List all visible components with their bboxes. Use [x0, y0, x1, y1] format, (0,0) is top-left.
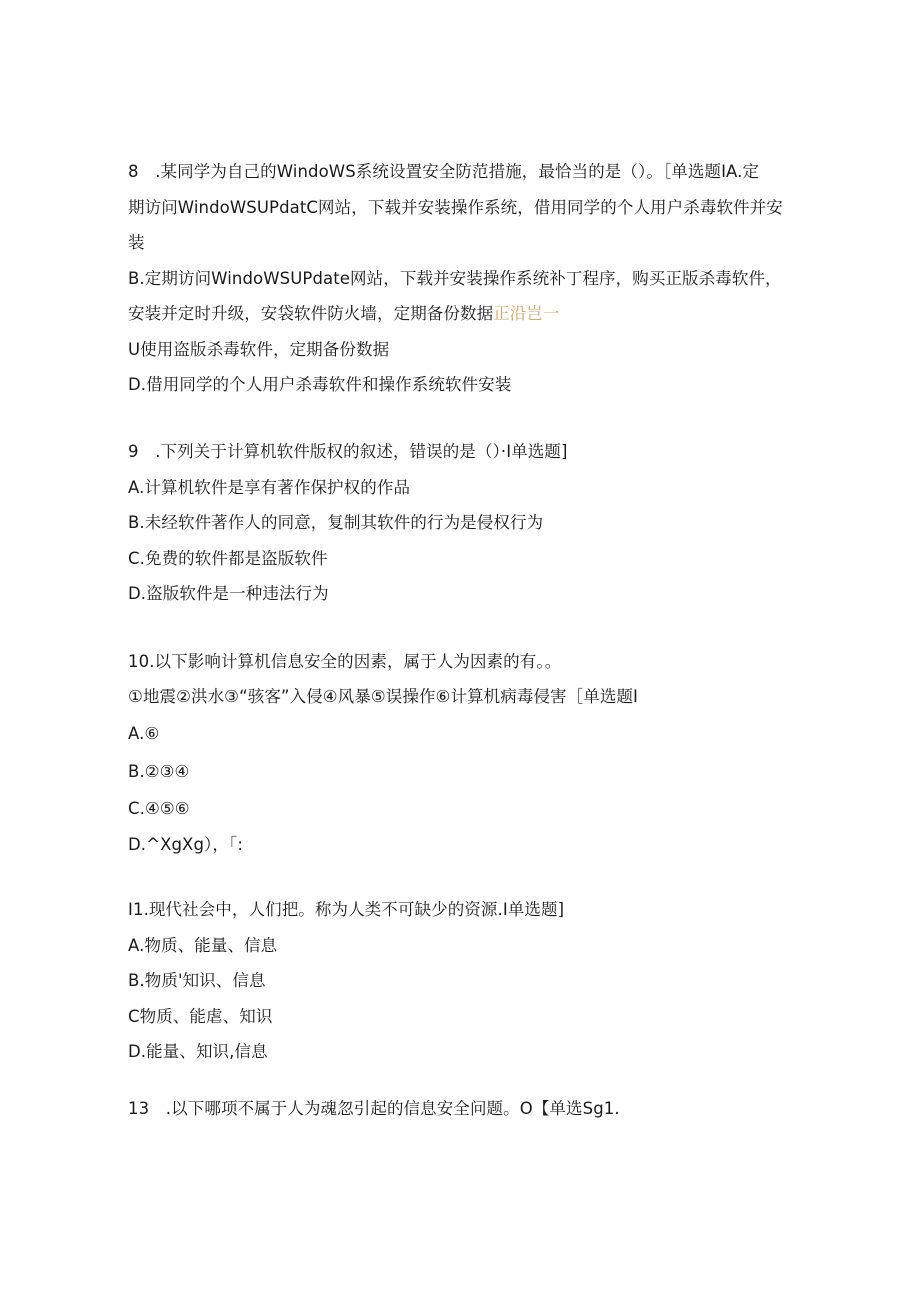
q9-option-b: B.未经软件著作人的同意，复制其软件的行为是侵权行为: [128, 513, 544, 532]
q8-option-b-line1: B.定期访问WindoWSUPdate网站，下载并安装操作系统补丁程序，购买正版杀毒软件，: [128, 269, 782, 288]
q11-stem: I1.现代社会中，人们把。称为人类不可缺少的资源.I单选题]: [128, 900, 565, 919]
q9-stem: 9 .下列关于计算机软件版权的叙述，错误的是（）·I单选题]: [128, 442, 568, 461]
q10-option-c: C.④⑤⑥: [128, 799, 190, 818]
q11-option-b: B.物质'知识、信息: [128, 971, 266, 990]
q11-option-d: D.能量、知识,信息: [128, 1042, 268, 1061]
q9-option-c: C.免费的软件都是盗版软件: [128, 549, 328, 568]
q8-option-b-line2: 安装并定时升级，安袋软件防火墙，定期备份数据: [128, 304, 494, 323]
q10-option-b: B.②③④: [128, 762, 190, 781]
q10-stem-line2: ①地震②洪水③“骇客”入侵④风暴⑤误操作⑥计算机病毒侵害［单选题I: [128, 687, 639, 706]
q10-option-d: D.^XgXg），｢:: [128, 835, 243, 854]
q9-option-a: A.计算机软件是享有著作保护权的作品: [128, 478, 411, 497]
q9-option-d: D.盗版软件是一种违法行为: [128, 584, 329, 603]
q8-option-b-mark: 正沿岂一: [493, 304, 560, 323]
q8-stem-line3: 装: [128, 233, 145, 252]
q8-stem-line1: 8 .某同学为自己的WindoWS系统设置安全防范措施，最恰当的是（）。［单选题IA.定: [128, 162, 760, 181]
q8-option-b-line2-wrapper: [128, 302, 820, 326]
q10-stem-line1: 10.以下影响计算机信息安全的因素，属于人为因素的有。。: [128, 652, 562, 671]
q8-option-c: U使用盗版杀毒软件，定期备份数据: [128, 340, 390, 359]
q11-option-c: C物质、能虐、知识: [128, 1007, 273, 1026]
q8-option-d: D.借用同学的个人用户杀毒软件和操作系统软件安装: [128, 375, 512, 394]
q13-stem: 13 .以下哪项不属于人为魂忽引起的信息安全问题。O【单选Sg1.: [128, 1099, 620, 1118]
q11-option-a: A.物质、能量、信息: [128, 936, 278, 955]
q10-option-a: A.⑥: [128, 724, 160, 743]
q8-stem-line2: 期访问WindoWSUPdatC网站，下载并安装操作系统，借用同学的个人用户杀毒软件并安: [128, 198, 783, 217]
